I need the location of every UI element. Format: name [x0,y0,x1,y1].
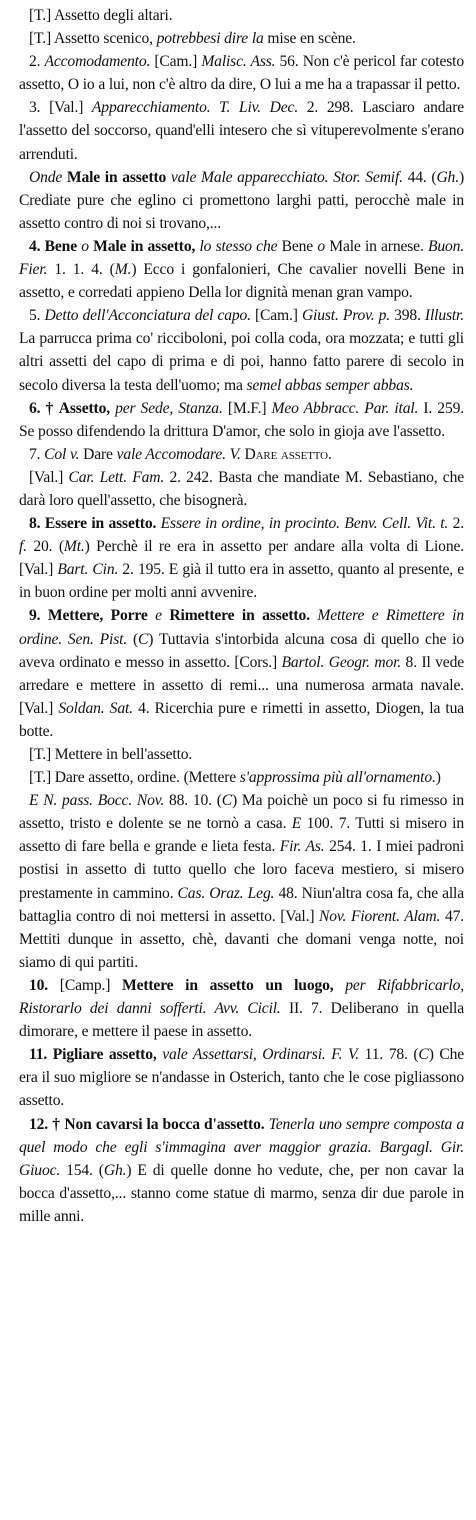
text-run: [M.F.] [222,399,272,417]
italic-run: vale Male apparecchiato. Stor. Semif. [170,168,403,186]
text-run: Dare [79,445,117,463]
text-run: [Val.] [29,468,69,486]
text-run: 1. 1. 4. ( [47,261,115,279]
italic-run: Cas. Oraz. Leg. [177,884,275,902]
text-run: ) Ecco i gonfalonieri, Che cavalier novelli Bene in assetto, e corredati appieno Della lor dignità menan gran vampo. [19,261,464,302]
italic-run: potrebbesi dire la [156,30,264,48]
text-run: ) Che era il suo migliore se n'andasse in Osterich, tanto che le cose pigliassono assetto. [19,1046,465,1110]
entry-paragraph [19,1113,464,1228]
text-run: 4. Ricerchia pure e rimetti in assetto, Diogen, la tua botte. [19,699,465,740]
text-run: Male in arnese. [325,237,428,255]
headword-run: 12. † Non cavarsi la bocca d'assetto. [29,1115,269,1133]
italic-run: vale Assettarsi, Ordinarsi. F. V. [162,1046,360,1064]
italic-run: C [418,1046,429,1064]
italic-run: M. [114,261,132,279]
italic-run: Bart. Cin. [57,561,119,579]
entry-paragraph [19,466,464,512]
text-run: ( [127,630,139,648]
text-run: 398. [390,307,425,325]
italic-run: Mettere e Rimettere in ordine. Sen. Pist. [19,607,464,648]
text-run: 2. 242. Basta che mandiate M. Sebastiano, che darà loro quell'assetto, che bisognerà. [19,468,464,509]
entry-paragraph [19,235,464,304]
text-run: 20. ( [26,538,64,556]
italic-run: Tenerla uno sempre composta a quel modo che egli s'immagina aver maggior grazia. Bargagl. Gir. Giuoc. [19,1115,464,1179]
italic-run: Essere in ordine, in procinto. Benv. Cell. Vit. t. [160,515,449,533]
headword-run: 8. Essere in assetto. [29,515,161,533]
text-run: I. 259. Se posso difendendo la drittura D'amor, che solo in gioja ave l'assetto. [19,399,464,440]
text-run: La parrucca prima co' ricciboloni, poi colla coda, ora mozzata; e tutti gli altri assetti del capo di prima e di poi, hanno fatto parere di secolo in secolo diversa la testa dell'uomo; ma [19,330,464,394]
text-run: 88. 10. ( [164,792,222,810]
italic-run: Accomodamento. [44,53,151,71]
text-run: 44. ( [402,168,437,186]
italic-run: Soldan. Sat. [58,699,133,717]
text-run: 254. 1. I miei padroni postisi in assetto di tutto quello che loro faceva mestiero, si misero prestamente in cammino. [19,838,465,902]
entry-paragraph [19,166,464,235]
entry-paragraph [19,304,464,396]
italic-run: lo stesso che [199,237,278,255]
text-run: [Cam.] [150,53,202,71]
entry-paragraph [19,96,464,165]
text-run: ) Tuttavia s'intorbida alcuna cosa di quello che io aveva ordinato e messo in assetto. [Cors.] [19,630,465,671]
text-run: [T.] Mettere in bell'assetto. [29,746,193,763]
entry-paragraph [19,1043,464,1112]
entry-paragraph [19,443,464,466]
text-run: ) E di quelle donne ho vedute, che, per non cavar la bocca d'assetto,... stanno come statue di marmo, senza dir due parole in mille anni. [19,1161,465,1225]
entry-paragraph [19,604,464,743]
text-run: ) Perchè il re era in assetto per andare alla volta di Lione. [Val.] [19,538,464,579]
text-run: [T.] Assetto degli altari. [29,7,173,24]
entry-paragraph [19,974,464,1043]
headword-run: 6. † Assetto, [29,399,116,417]
headword-run: 4. Bene [29,237,82,255]
headword-run: 10. [29,976,60,994]
italic-run: Detto dell'Acconciatura del capo. [44,307,251,325]
text-run: 7. [29,445,45,463]
italic-run: E N. pass. Bocc. Nov. [29,792,165,810]
text-run: 100. 7. Tutti si misero in assetto di fare bella e grande e lieta festa. [19,815,464,856]
text-run: [T.] Dare assetto, ordine. (Mettere [29,769,240,787]
italic-run: f. [19,538,27,556]
headword-run: 11. Pigliare assetto, [29,1046,163,1064]
entry-paragraph [19,743,464,766]
italic-run: o [81,237,89,255]
italic-run: Apparecchiamento. T. Liv. Dec. [91,99,299,117]
italic-run: Buon. Fier. [19,237,465,279]
headword-run: 9. Mettere, Porre [29,607,156,625]
dictionary-entry-assetto [19,4,464,1228]
italic-run: Col v. [44,445,80,463]
text-run: Bene [277,237,318,255]
entry-paragraph [19,512,464,604]
text-run: 154. ( [60,1161,104,1179]
text-run: 11. 78. ( [359,1046,419,1064]
text-run: 2. 298. Lasciaro andare l'assetto del soccorso, quand'elli intesero che sì vituperevolmente s'erano arrenduti. [19,99,465,163]
italic-run: per Sede, Stanza. [115,399,223,417]
italic-run: C [138,630,149,648]
italic-run: o [317,237,325,255]
text-run: 2. 195. E già il tutto era in assetto, quanto al presente, e in buon ordine per molti anni avvenire. [19,561,464,602]
text-run: 56. Non c'è pericol far cotesto assetto, O io a lui, non c'è altro da dire, O lui a me ha a trapassar il petto. [19,53,464,94]
italic-run: per Rifabbricarlo, Ristorarlo dei danni sofferti. Avv. Cicil. [19,976,464,1018]
italic-run: Malisc. Ass. [201,53,276,71]
italic-run: E [291,815,302,833]
italic-run: C [221,792,233,810]
headword-run: Male in assetto [62,168,171,186]
text-run: 47. Mettiti dunque in assetto, chè, davanti che domani venga notte, noi siamo di qui partiti. [19,907,464,971]
italic-run: Illustr. [424,307,464,325]
text-run: ) [435,769,441,787]
italic-run: e [155,607,162,625]
italic-run: s'approssima più all'ornamento. [239,769,436,787]
smallcaps-run: Dare assetto. [240,445,332,463]
headword-run: Mettere in assetto un luogo, [122,976,346,994]
headword-run: Rimettere in assetto. [161,607,318,625]
entry-paragraph [19,397,464,443]
text-run: 8. Il vede arredare e mettere in assetto di remi... una numerosa armata navale. [Val.] [19,653,464,717]
text-run: ) Crediate pure che eglino ci promettono larghi patti, perocchè male in assetto contro di noi si trovano,... [19,168,464,232]
italic-run: Onde [29,168,63,186]
italic-run: Nov. Fiorent. Alam. [319,907,441,925]
italic-run: Meo Abbracc. Par. ital. [271,399,419,417]
text-run: 2. [29,53,45,71]
italic-run: vale Accomodare. V. [116,445,241,463]
entry-paragraph [19,766,464,789]
text-run: [T.] Assetto scenico, [29,30,157,48]
text-run: ) Ma poichè un poco si fu rimesso in assetto, tristo e dolente se ne tornò a casa. [19,792,464,833]
entry-paragraph [19,789,464,974]
entry-paragraph [19,4,464,27]
italic-run: semel abbas semper abbas. [246,376,414,394]
entry-paragraph [19,50,464,96]
italic-run: Fir. As. [279,838,325,856]
text-run: [Camp.] [59,976,122,994]
italic-run: Bartol. Geogr. mor. [281,653,402,671]
italic-run: Gh. [436,168,459,186]
text-run: II. 7. Deliberano in quella dimorare, e mettere il paese in assetto. [19,1000,464,1041]
text-run: mise en scène. [263,30,356,48]
entry-paragraph [19,27,464,50]
text-run: 3. [Val.] [29,99,92,117]
text-run: [Cam.] [250,307,302,325]
text-run: 5. [29,307,45,325]
italic-run: Car. Lett. Fam. [68,468,165,486]
italic-run: Giust. Prov. p. [301,307,391,325]
headword-run: Male in assetto, [88,237,200,255]
italic-run: Gh. [103,1161,127,1179]
text-run: 2. [448,515,465,533]
italic-run: Mt. [63,538,85,556]
text-run: 48. Niun'altra cosa fa, che alla battaglia contro di noi mettersi in assetto. [Val.] [19,884,464,925]
